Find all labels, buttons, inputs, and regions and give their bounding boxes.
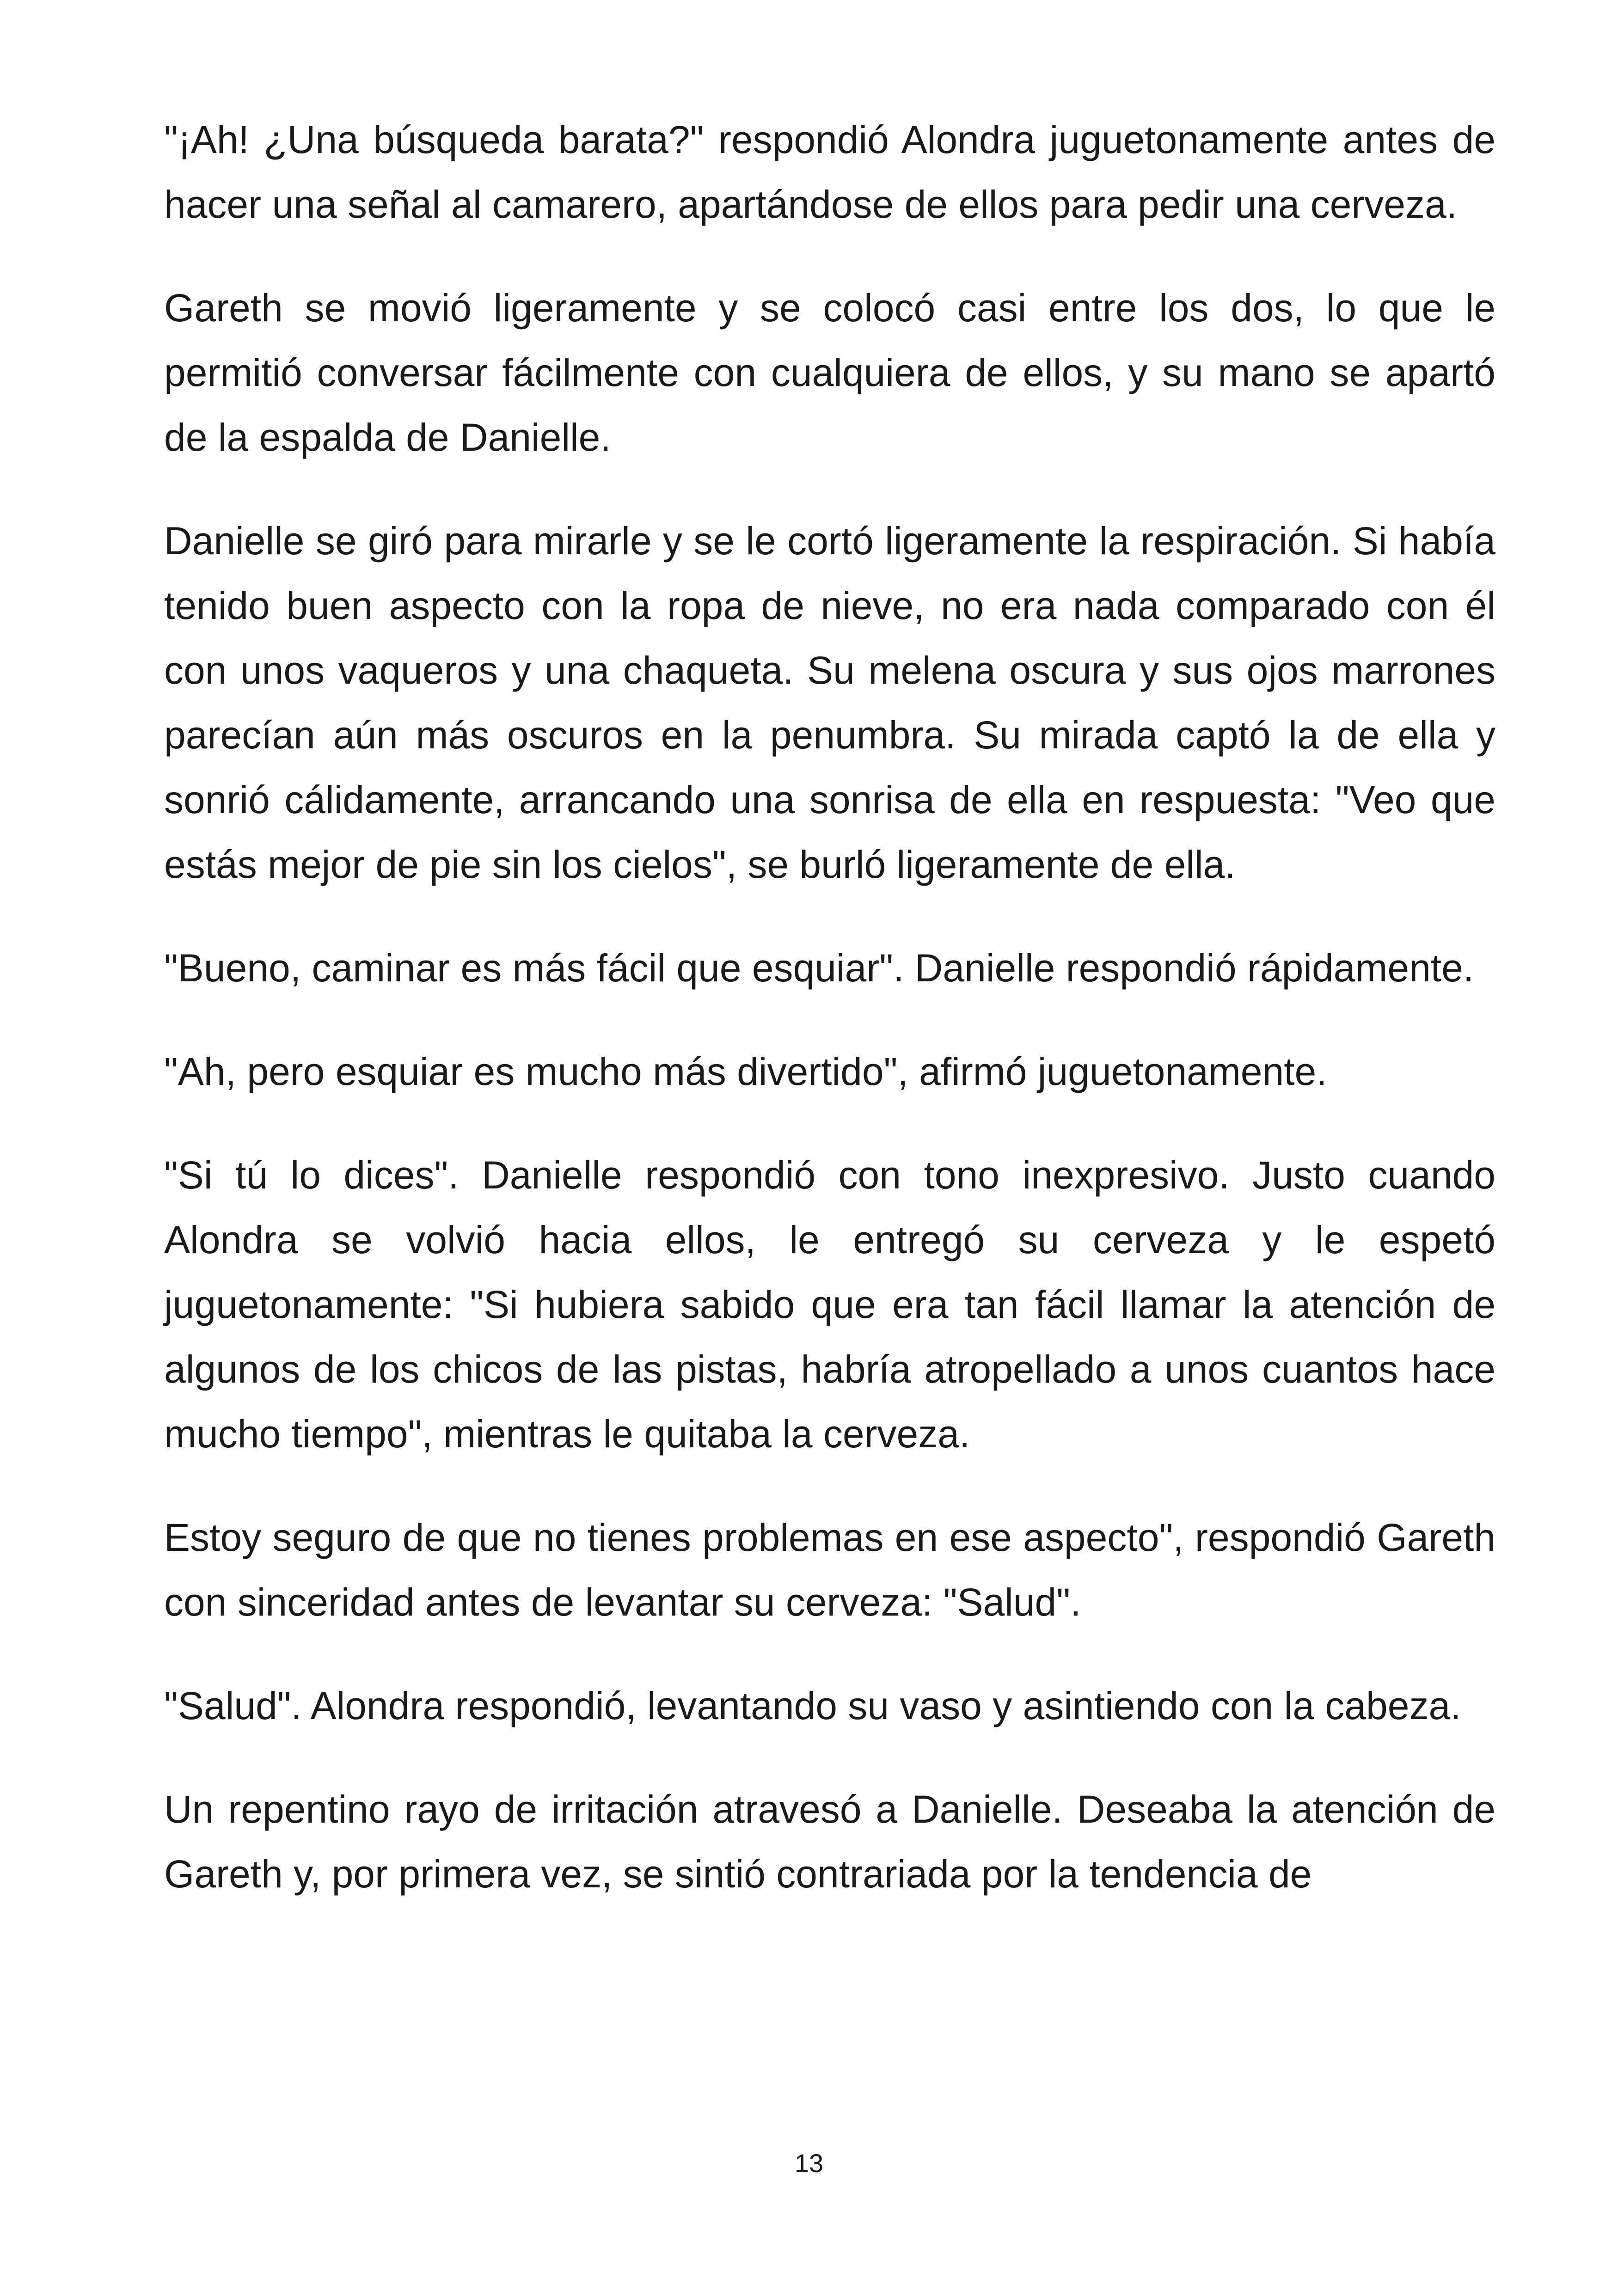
paragraph-1: "¡Ah! ¿Una búsqueda barata?" respondió Alondra juguetonamente antes de hacer una señal al camarero, apartándose de ellos para pedir una cerveza. bbox=[164, 118, 1495, 226]
page-number: 13 bbox=[794, 2149, 824, 2178]
body-text bbox=[164, 107, 1495, 1945]
paragraph-4: "Bueno, caminar es más fácil que esquiar". Danielle respondió rápidamente. bbox=[164, 946, 1474, 990]
paragraph-7: Estoy seguro de que no tienes problemas en ese aspecto", respondió Gareth con sinceridad antes de levantar su cerveza: "Salud". bbox=[164, 1516, 1495, 1624]
paragraph-8: "Salud". Alondra respondió, levantando su vaso y asintiendo con la cabeza. bbox=[164, 1684, 1461, 1727]
paragraph-9: Un repentino rayo de irritación atravesó a Danielle. Deseaba la atención de Gareth y, por primera vez, se sintió contrariada por la tendencia de bbox=[164, 1788, 1495, 1896]
paragraph-6: "Si tú lo dices". Danielle respondió con tono inexpresivo. Justo cuando Alondra se volvió hacia ellos, le entregó su cerveza y le espetó juguetonamente: "Si hubiera sabido que era tan fácil llamar la atención de algunos de los chicos de las pistas, habría atropellado a unos cuantos hace mucho tiempo", mientras le quitaba la cerveza. bbox=[164, 1153, 1495, 1456]
paragraph-2: Gareth se movió ligeramente y se colocó casi entre los dos, lo que le permitió conversar fácilmente con cualquiera de ellos, y su mano se apartó de la espalda de Danielle. bbox=[164, 286, 1495, 459]
paragraph-5: "Ah, pero esquiar es mucho más divertido", afirmó juguetonamente. bbox=[164, 1050, 1327, 1093]
paragraph-3: Danielle se giró para mirarle y se le cortó ligeramente la respiración. Si había tenido buen aspecto con la ropa de nieve, no era nada comparado con él con unos vaqueros y una chaqueta. Su melena oscura y sus ojos marrones parecían aún más oscuros en la penumbra. Su mirada captó la de ella y sonrió cálidamente, arrancando una sonrisa de ella en respuesta: "Veo que estás mejor de pie sin los cielos", se burló ligeramente de ella. bbox=[164, 519, 1495, 886]
